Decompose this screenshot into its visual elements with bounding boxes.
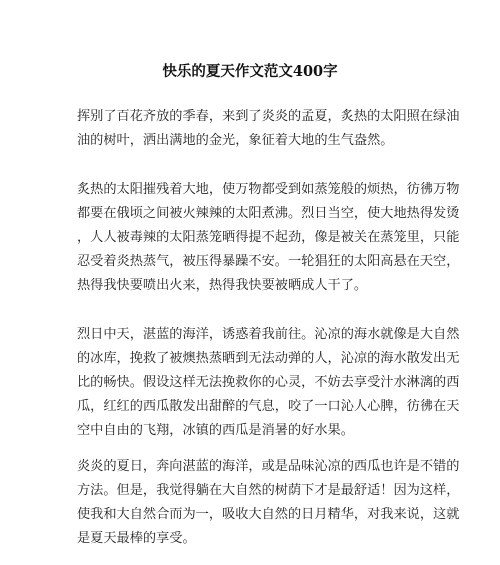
paragraph-line: 烈日中天，湛蓝的海洋，诱惑着我前往。沁凉的海水就像是大自然 <box>77 327 460 342</box>
paragraph-line: 的冰库，挽救了被燠热蒸晒到无法动弹的人，沁凉的海水散发出无 <box>77 351 460 366</box>
paragraph-2 <box>77 178 460 298</box>
paragraph-line: 瓜，红红的西瓜散发出甜醉的气息，咬了一口沁人心脾，彷彿在天 <box>77 399 460 414</box>
paragraph-line: 空中自由的飞翔，冰镇的西瓜是消暑的好水果。 <box>77 423 354 438</box>
document-title: 快乐的夏天作文范文400字 <box>162 63 338 80</box>
paragraph-line: 使我和大自然合而为一，吸收大自然的日月精华，对我来说，这就 <box>77 507 460 522</box>
paragraph-line: 方法。但是，我觉得躺在大自然的树荫下才是最舒适！因为这样， <box>77 483 460 498</box>
paragraph-line: 都要在俄顷之间被火辣辣的太阳煮沸。烈日当空，使大地热得发烫 <box>77 206 460 221</box>
paragraph-line: 比的畅快。假设这样无法挽救你的心灵，不妨去享受汁水淋漓的西 <box>77 375 460 390</box>
paragraph-4 <box>77 455 460 551</box>
paragraph-line: ，人人被毒辣的太阳蒸笼晒得提不起劲，像是被关在蒸笼里，只能 <box>77 230 460 245</box>
paragraph-line: 是夏天最棒的享受。 <box>77 531 196 546</box>
paragraph-line: 热得我快要喷出火来，热得我快要被晒成人干了。 <box>77 278 368 293</box>
paragraph-line: 挥别了百花齐放的季春，来到了炎炎的孟夏，炙热的太阳照在绿油 <box>77 109 460 124</box>
paragraph-3 <box>77 323 460 443</box>
paragraph-line: 炙热的太阳摧残着大地，使万物都受到如蒸笼般的烦热，彷彿万物 <box>77 182 460 197</box>
paragraph-line: 忍受着炎热蒸气，被压得暴躁不安。一轮猖狂的太阳高悬在天空， <box>77 254 460 269</box>
paragraph-1 <box>77 105 460 153</box>
paragraph-line: 炎炎的夏日，奔向湛蓝的海洋，或是品味沁凉的西瓜也许是不错的 <box>77 459 460 474</box>
paragraph-line: 油的树叶，洒出满地的金光，象征着大地的生气盎然。 <box>77 133 394 148</box>
